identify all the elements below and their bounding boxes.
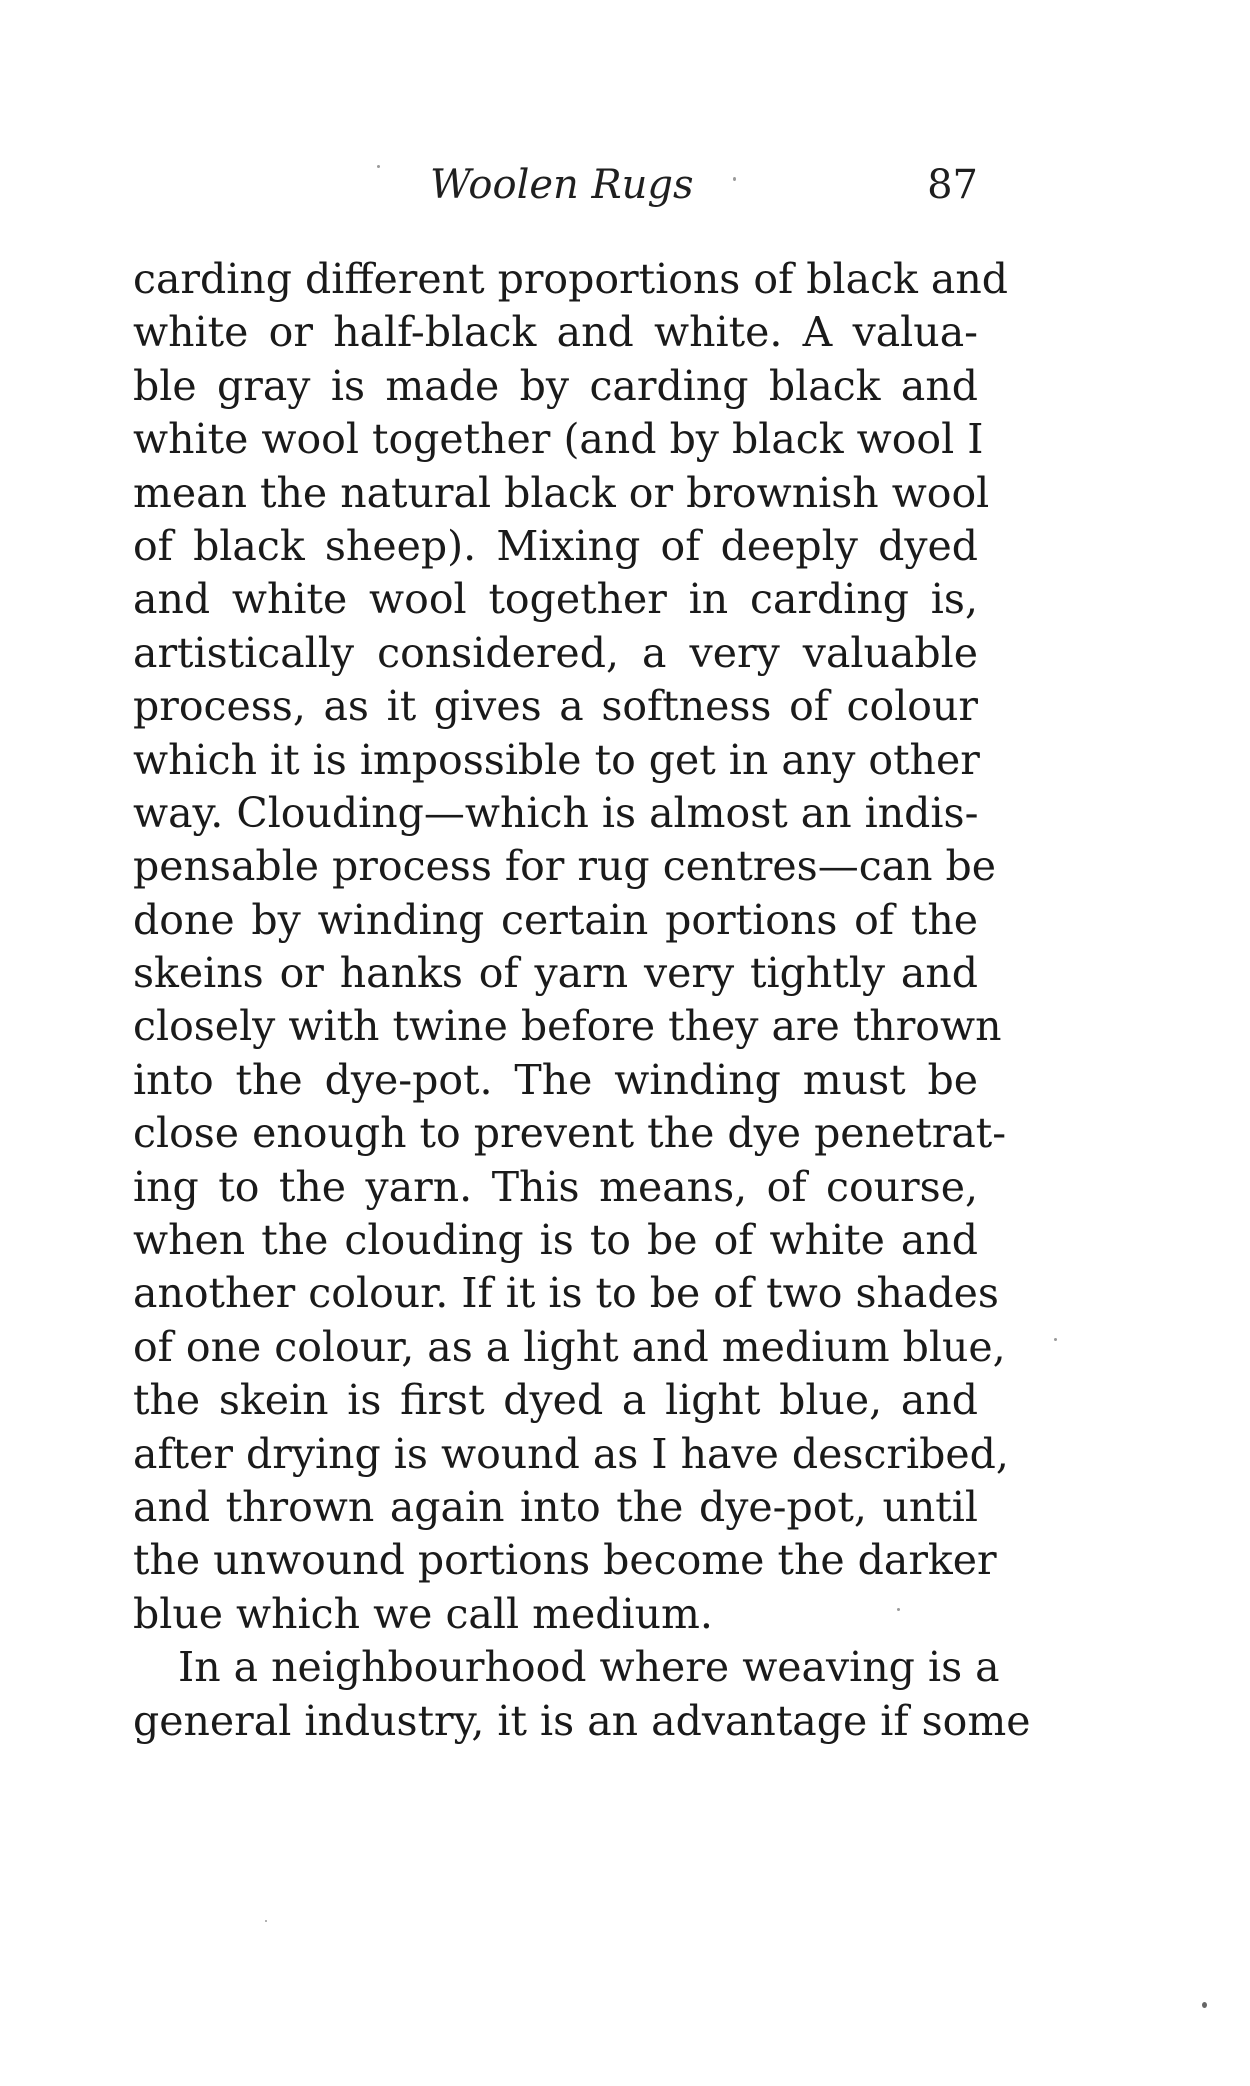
text-line: of one colour, as a light and medium blue, <box>133 1322 1006 1371</box>
text-line: which it is impossible to get in any other <box>133 735 980 784</box>
scan-speck <box>377 165 380 168</box>
running-head <box>133 160 978 210</box>
text-line: done by winding certain portions of the <box>133 895 978 944</box>
text-line: In a neighbourhood where weaving is a <box>178 1643 1000 1692</box>
text-line: after drying is wound as I have described, <box>133 1429 1009 1478</box>
text-line: of black sheep). Mixing of deeply dyed <box>133 521 978 570</box>
scan-speck <box>897 1608 900 1611</box>
body-text <box>133 253 1031 1748</box>
page-number: 87 <box>927 162 978 208</box>
text-line: mean the natural black or brownish wool <box>133 468 990 517</box>
text-line: blue which we call medium. <box>133 1589 713 1638</box>
text-line: closely with twine before they are thrown <box>133 1002 1002 1051</box>
scan-speck <box>733 177 736 181</box>
scan-speck <box>1202 2002 1207 2008</box>
text-line: general industry, it is an advantage if some <box>133 1696 1031 1745</box>
text-line: ble gray is made by carding black and <box>133 361 978 410</box>
text-line: artistically considered, a very valuable <box>133 628 978 677</box>
text-line: way. Clouding—which is almost an indis- <box>133 788 979 837</box>
text-line: skeins or hanks of yarn very tightly and <box>133 949 978 998</box>
text-line: pensable process for rug centres—can be <box>133 842 997 891</box>
text-line: when the clouding is to be of white and <box>133 1216 978 1265</box>
text-line: and white wool together in carding is, <box>133 575 978 624</box>
text-line: carding different proportions of black and <box>133 255 1009 303</box>
text-line: white wool together (and by black wool I <box>133 415 984 464</box>
text-line: close enough to prevent the dye penetrat- <box>133 1109 1007 1158</box>
text-line: white or half-black and white. A valua- <box>133 308 978 357</box>
text-line: the unwound portions become the darker <box>133 1536 997 1585</box>
scan-speck <box>265 1920 267 1922</box>
text-line: process, as it gives a softness of colour <box>133 682 978 731</box>
running-title: Woolen Rugs <box>430 162 694 208</box>
text-line: the skein is first dyed a light blue, and <box>133 1376 978 1425</box>
text-line: into the dye-pot. The winding must be <box>133 1055 978 1104</box>
scan-speck <box>1054 1338 1057 1341</box>
text-line: another colour. If it is to be of two shades <box>133 1269 999 1318</box>
paragraph <box>133 1641 1031 1748</box>
text-line: ing to the yarn. This means, of course, <box>133 1162 978 1211</box>
text-line: and thrown again into the dye-pot, until <box>133 1482 978 1531</box>
paragraph <box>133 253 1009 1641</box>
